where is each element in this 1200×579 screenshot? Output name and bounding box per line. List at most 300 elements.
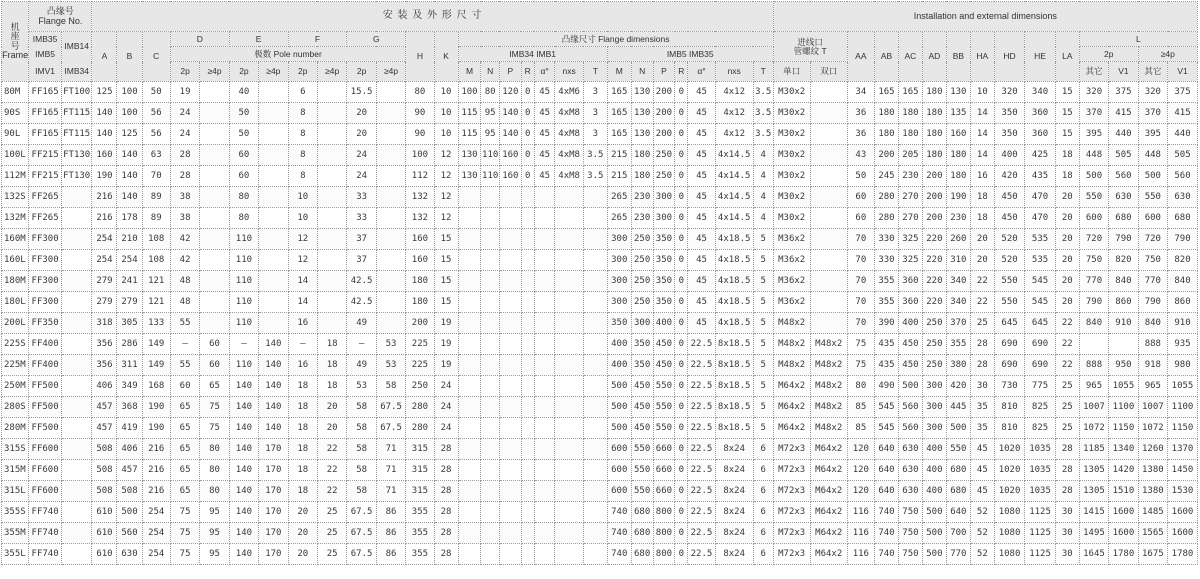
imb34-r: R bbox=[521, 62, 534, 82]
table-cell: 45 bbox=[688, 187, 715, 208]
table-cell: M48x2 bbox=[773, 313, 810, 334]
imb35-label: IMB35 bbox=[29, 32, 62, 47]
table-cell: 280 bbox=[406, 418, 434, 439]
table-cell: 300 bbox=[607, 271, 631, 292]
table-cell: 1020 bbox=[994, 460, 1025, 481]
table-cell: 4x18.5 bbox=[715, 250, 753, 271]
table-cell: 28 bbox=[434, 544, 458, 565]
table-cell bbox=[200, 166, 229, 187]
table-cell bbox=[499, 355, 521, 376]
table-cell bbox=[583, 271, 607, 292]
table-cell bbox=[1079, 334, 1108, 355]
table-cell bbox=[317, 82, 346, 103]
table-cell: 1380 bbox=[1138, 460, 1167, 481]
table-cell: 740 bbox=[607, 523, 631, 544]
table-cell: 37 bbox=[347, 250, 376, 271]
table-cell bbox=[521, 187, 534, 208]
table-cell: 5 bbox=[753, 376, 773, 397]
table-cell: 36 bbox=[847, 103, 874, 124]
table-cell: 750 bbox=[898, 502, 922, 523]
table-cell bbox=[521, 376, 534, 397]
table-cell: 800 bbox=[653, 544, 675, 565]
table-cell: 65 bbox=[170, 397, 199, 418]
table-cell: M72x3 bbox=[773, 523, 810, 544]
table-cell: 20 bbox=[970, 229, 994, 250]
table-cell: 630 bbox=[898, 460, 922, 481]
table-cell: 550 bbox=[653, 418, 675, 439]
table-cell bbox=[458, 523, 481, 544]
table-cell bbox=[200, 124, 229, 145]
table-cell: 8x24 bbox=[715, 523, 753, 544]
table-cell: 740 bbox=[874, 544, 898, 565]
table-cell: 28 bbox=[434, 460, 458, 481]
table-cell: 505 bbox=[1168, 145, 1198, 166]
table-cell: 500 bbox=[117, 502, 142, 523]
table-cell bbox=[259, 145, 288, 166]
table-cell: 160 bbox=[92, 145, 117, 166]
table-cell: 4x14.5 bbox=[715, 145, 753, 166]
table-cell: M36x2 bbox=[773, 271, 810, 292]
table-cell: 400 bbox=[607, 334, 631, 355]
table-cell bbox=[458, 229, 481, 250]
frame-cell: 315M bbox=[2, 460, 29, 481]
table-cell: 640 bbox=[946, 502, 970, 523]
table-cell: 160 bbox=[406, 250, 434, 271]
table-cell bbox=[810, 208, 847, 229]
table-cell: 48 bbox=[170, 292, 199, 313]
table-cell: 37 bbox=[347, 229, 376, 250]
table-cell: 12 bbox=[434, 145, 458, 166]
table-cell: 450 bbox=[631, 376, 653, 397]
table-cell bbox=[555, 313, 583, 334]
table-cell: 180 bbox=[946, 145, 970, 166]
table-cell: 95 bbox=[481, 124, 500, 145]
table-cell: 279 bbox=[92, 271, 117, 292]
table-cell bbox=[458, 313, 481, 334]
table-cell: 770 bbox=[1138, 271, 1167, 292]
table-cell: 1420 bbox=[1109, 460, 1138, 481]
table-cell bbox=[555, 187, 583, 208]
col-ha-header: HA bbox=[970, 32, 994, 82]
table-cell: 1035 bbox=[1025, 460, 1056, 481]
table-cell: 318 bbox=[92, 313, 117, 334]
table-cell: FF500 bbox=[29, 418, 62, 439]
table-cell: 10 bbox=[434, 82, 458, 103]
table-cell: 355 bbox=[874, 292, 898, 313]
table-cell: 1600 bbox=[1109, 523, 1138, 544]
table-cell: 130 bbox=[946, 82, 970, 103]
table-cell: 1780 bbox=[1109, 544, 1138, 565]
table-cell: 435 bbox=[874, 334, 898, 355]
installation-title: 安 装 及 外 形 尺 寸 bbox=[92, 2, 773, 32]
table-cell: 640 bbox=[874, 439, 898, 460]
table-cell: 690 bbox=[1025, 355, 1056, 376]
table-cell: 45 bbox=[688, 124, 715, 145]
table-cell bbox=[200, 82, 229, 103]
table-cell: 180 bbox=[631, 145, 653, 166]
table-cell: 45 bbox=[534, 124, 555, 145]
table-cell: 15 bbox=[1055, 103, 1079, 124]
table-cell bbox=[555, 376, 583, 397]
table-cell bbox=[583, 229, 607, 250]
table-cell bbox=[61, 376, 92, 397]
table-cell: 750 bbox=[898, 544, 922, 565]
table-cell: 170 bbox=[259, 460, 288, 481]
table-cell: 4 bbox=[753, 166, 773, 187]
table-cell: 16 bbox=[288, 313, 317, 334]
table-cell bbox=[458, 187, 481, 208]
table-cell bbox=[376, 103, 405, 124]
table-cell: 1600 bbox=[1168, 502, 1198, 523]
inlet-double: 双口 bbox=[810, 62, 847, 82]
table-cell: 350 bbox=[653, 292, 675, 313]
table-cell: 18 bbox=[317, 376, 346, 397]
table-cell: 1370 bbox=[1168, 439, 1198, 460]
table-cell bbox=[534, 502, 555, 523]
table-cell: 660 bbox=[653, 460, 675, 481]
table-cell bbox=[499, 250, 521, 271]
table-cell bbox=[521, 397, 534, 418]
table-cell: 560 bbox=[1168, 166, 1198, 187]
col-a-header: A bbox=[92, 32, 117, 82]
table-cell: 15 bbox=[434, 292, 458, 313]
table-cell: 360 bbox=[1025, 103, 1056, 124]
table-cell: 840 bbox=[1138, 313, 1167, 334]
table-cell: 5 bbox=[753, 292, 773, 313]
table-cell: 1530 bbox=[1168, 481, 1198, 502]
table-cell: 560 bbox=[898, 418, 922, 439]
frame-cell: 355M bbox=[2, 523, 29, 544]
table-cell: 350 bbox=[631, 355, 653, 376]
table-cell: 311 bbox=[117, 355, 142, 376]
table-cell: 95 bbox=[200, 544, 229, 565]
table-cell: 370 bbox=[1079, 103, 1108, 124]
table-cell: 1675 bbox=[1138, 544, 1167, 565]
table-cell bbox=[481, 271, 500, 292]
table-cell: 0 bbox=[675, 334, 688, 355]
table-cell: 100 bbox=[117, 103, 142, 124]
table-cell: 300 bbox=[653, 208, 675, 229]
table-cell: 505 bbox=[1109, 145, 1138, 166]
table-cell: 58 bbox=[347, 481, 376, 502]
table-cell: FT130 bbox=[61, 166, 92, 187]
table-cell bbox=[810, 82, 847, 103]
table-cell: 22.5 bbox=[688, 355, 715, 376]
frame-cell: 355S bbox=[2, 502, 29, 523]
table-cell: 180 bbox=[922, 103, 946, 124]
table-cell bbox=[317, 292, 346, 313]
table-cell: 500 bbox=[922, 544, 946, 565]
table-cell: FF300 bbox=[29, 250, 62, 271]
table-cell bbox=[555, 208, 583, 229]
table-cell: 8x24 bbox=[715, 502, 753, 523]
table-cell: 22.5 bbox=[688, 523, 715, 544]
table-cell: 490 bbox=[874, 376, 898, 397]
table-cell bbox=[481, 481, 500, 502]
table-cell: 508 bbox=[92, 460, 117, 481]
table-cell: 112 bbox=[406, 166, 434, 187]
table-cell: 20 bbox=[1055, 208, 1079, 229]
table-cell: 500 bbox=[898, 376, 922, 397]
table-cell: 840 bbox=[1079, 313, 1108, 334]
table-cell bbox=[534, 460, 555, 481]
table-cell: 740 bbox=[874, 502, 898, 523]
table-cell: 448 bbox=[1079, 145, 1108, 166]
pole-number-header: 极数 Pole number bbox=[170, 47, 405, 62]
table-cell: 254 bbox=[142, 544, 170, 565]
table-cell: 0 bbox=[675, 103, 688, 124]
table-cell: 645 bbox=[994, 313, 1025, 334]
table-cell: FF165 bbox=[29, 103, 62, 124]
table-cell: – bbox=[347, 334, 376, 355]
table-cell: 168 bbox=[142, 376, 170, 397]
table-cell bbox=[61, 292, 92, 313]
table-cell: M48x2 bbox=[810, 355, 847, 376]
flange-dims-header: 凸缘尺寸 Flange dimensions bbox=[458, 32, 773, 47]
table-cell: 22.5 bbox=[688, 502, 715, 523]
table-cell: 400 bbox=[653, 313, 675, 334]
frame-cell: 250M bbox=[2, 376, 29, 397]
table-row bbox=[2, 145, 1198, 166]
table-row bbox=[2, 166, 1198, 187]
table-cell: 508 bbox=[92, 439, 117, 460]
table-cell: 279 bbox=[117, 292, 142, 313]
table-cell: M36x2 bbox=[773, 292, 810, 313]
table-cell: 3 bbox=[583, 103, 607, 124]
table-cell: 720 bbox=[1138, 229, 1167, 250]
table-cell: 22.5 bbox=[688, 418, 715, 439]
table-cell: FT100 bbox=[61, 82, 92, 103]
table-cell: 225 bbox=[406, 355, 434, 376]
table-cell: 20 bbox=[347, 124, 376, 145]
table-cell: 19 bbox=[170, 82, 199, 103]
table-cell bbox=[555, 397, 583, 418]
table-row bbox=[2, 502, 1198, 523]
table-cell: 18 bbox=[288, 376, 317, 397]
table-cell: 250 bbox=[922, 355, 946, 376]
table-cell: FF215 bbox=[29, 166, 62, 187]
table-cell bbox=[317, 271, 346, 292]
table-cell bbox=[583, 334, 607, 355]
table-cell bbox=[61, 229, 92, 250]
table-cell: 216 bbox=[92, 187, 117, 208]
table-cell: 5 bbox=[753, 355, 773, 376]
table-cell bbox=[499, 544, 521, 565]
table-cell: 680 bbox=[1168, 208, 1198, 229]
table-cell: 86 bbox=[376, 544, 405, 565]
table-cell: 630 bbox=[898, 439, 922, 460]
installation-title-en: Installation and external dimensions bbox=[773, 2, 1197, 32]
table-cell: 89 bbox=[142, 187, 170, 208]
table-cell bbox=[534, 229, 555, 250]
table-cell: 65 bbox=[170, 439, 199, 460]
table-cell: 840 bbox=[1109, 271, 1138, 292]
table-cell: 0 bbox=[675, 313, 688, 334]
table-cell: 4x14.5 bbox=[715, 187, 753, 208]
table-cell: 58 bbox=[347, 460, 376, 481]
table-cell: 116 bbox=[847, 544, 874, 565]
table-cell: 45 bbox=[688, 313, 715, 334]
frame-cell: 200L bbox=[2, 313, 29, 334]
table-cell: 660 bbox=[653, 481, 675, 502]
table-cell bbox=[259, 124, 288, 145]
table-cell: M72x3 bbox=[773, 544, 810, 565]
table-cell: 45 bbox=[688, 229, 715, 250]
table-cell: 216 bbox=[142, 481, 170, 502]
table-cell: FF600 bbox=[29, 439, 62, 460]
table-cell: 740 bbox=[874, 523, 898, 544]
table-cell bbox=[259, 208, 288, 229]
table-cell bbox=[458, 376, 481, 397]
table-cell: 1020 bbox=[994, 439, 1025, 460]
table-cell bbox=[259, 103, 288, 124]
table-cell: 0 bbox=[675, 397, 688, 418]
table-cell: 60 bbox=[229, 166, 258, 187]
table-cell bbox=[499, 439, 521, 460]
table-cell: 370 bbox=[946, 313, 970, 334]
table-cell bbox=[376, 82, 405, 103]
table-cell: 0 bbox=[675, 208, 688, 229]
table-cell: 20 bbox=[970, 250, 994, 271]
table-cell: 110 bbox=[229, 355, 258, 376]
table-cell: 110 bbox=[229, 292, 258, 313]
table-cell: 4xM8 bbox=[555, 124, 583, 145]
table-cell: 254 bbox=[142, 523, 170, 544]
table-cell: 20 bbox=[1055, 292, 1079, 313]
table-cell: 300 bbox=[607, 250, 631, 271]
table-cell: 300 bbox=[922, 397, 946, 418]
table-cell bbox=[555, 229, 583, 250]
table-cell: 8 bbox=[288, 145, 317, 166]
table-cell: 1020 bbox=[994, 481, 1025, 502]
table-cell bbox=[317, 145, 346, 166]
table-cell bbox=[376, 313, 405, 334]
table-cell: 500 bbox=[607, 397, 631, 418]
table-cell: 1565 bbox=[1138, 523, 1167, 544]
table-cell: 5 bbox=[753, 418, 773, 439]
table-cell: M30x2 bbox=[773, 145, 810, 166]
table-row bbox=[2, 334, 1198, 355]
table-cell: 19 bbox=[434, 313, 458, 334]
table-cell: 12 bbox=[434, 208, 458, 229]
table-row bbox=[2, 208, 1198, 229]
table-cell: 0 bbox=[521, 166, 534, 187]
table-cell: 86 bbox=[376, 523, 405, 544]
imb34-label: IMB34 bbox=[61, 62, 92, 82]
col-bb-header: BB bbox=[946, 32, 970, 82]
table-cell: 110 bbox=[229, 250, 258, 271]
table-cell: 250 bbox=[406, 376, 434, 397]
table-cell bbox=[555, 481, 583, 502]
table-cell: 18 bbox=[317, 355, 346, 376]
frame-cell: 280M bbox=[2, 418, 29, 439]
table-cell bbox=[200, 229, 229, 250]
table-cell: M30x2 bbox=[773, 187, 810, 208]
table-cell: 22.5 bbox=[688, 481, 715, 502]
table-cell: 140 bbox=[229, 502, 258, 523]
table-cell bbox=[583, 376, 607, 397]
table-cell: 149 bbox=[142, 355, 170, 376]
table-cell: 0 bbox=[675, 502, 688, 523]
table-cell: 250 bbox=[631, 229, 653, 250]
table-cell: 400 bbox=[994, 145, 1025, 166]
table-cell: 420 bbox=[946, 376, 970, 397]
table-cell: 0 bbox=[675, 481, 688, 502]
l-2p-v1: V1 bbox=[1109, 62, 1138, 82]
table-cell bbox=[481, 523, 500, 544]
table-cell: M72x3 bbox=[773, 439, 810, 460]
l-2p-other: 其它 bbox=[1079, 62, 1108, 82]
table-cell: 140 bbox=[259, 334, 288, 355]
table-cell: 205 bbox=[898, 145, 922, 166]
table-cell: 125 bbox=[92, 82, 117, 103]
table-cell: 67.5 bbox=[376, 418, 405, 439]
table-cell: 220 bbox=[922, 250, 946, 271]
table-cell bbox=[458, 271, 481, 292]
table-cell: 280 bbox=[874, 208, 898, 229]
table-cell: 80 bbox=[229, 187, 258, 208]
table-cell: 180 bbox=[922, 145, 946, 166]
table-cell: M64x2 bbox=[810, 439, 847, 460]
table-cell: 4x18.5 bbox=[715, 229, 753, 250]
table-cell bbox=[555, 523, 583, 544]
table-cell: 230 bbox=[898, 166, 922, 187]
table-cell: FF265 bbox=[29, 187, 62, 208]
table-cell: 180 bbox=[631, 166, 653, 187]
table-cell bbox=[61, 502, 92, 523]
table-cell: 130 bbox=[458, 145, 481, 166]
table-cell: 20 bbox=[1055, 250, 1079, 271]
table-cell: 320 bbox=[994, 82, 1025, 103]
table-cell: 140 bbox=[499, 124, 521, 145]
table-cell: 15.5 bbox=[347, 82, 376, 103]
table-cell bbox=[555, 334, 583, 355]
table-cell: FF300 bbox=[29, 271, 62, 292]
table-cell: 65 bbox=[170, 418, 199, 439]
table-cell: 25 bbox=[1055, 376, 1079, 397]
table-cell: 400 bbox=[922, 439, 946, 460]
table-cell: 8 bbox=[288, 124, 317, 145]
imb5-t: T bbox=[753, 62, 773, 82]
table-cell bbox=[499, 271, 521, 292]
table-cell bbox=[555, 502, 583, 523]
table-cell: 450 bbox=[653, 355, 675, 376]
table-cell: 375 bbox=[1168, 82, 1198, 103]
table-cell: 400 bbox=[607, 355, 631, 376]
table-cell: 448 bbox=[1138, 145, 1167, 166]
frame-cell: 132M bbox=[2, 208, 29, 229]
table-cell: 22.5 bbox=[688, 439, 715, 460]
table-cell: 0 bbox=[675, 523, 688, 544]
table-cell bbox=[499, 397, 521, 418]
table-cell bbox=[481, 439, 500, 460]
table-cell: 18 bbox=[970, 187, 994, 208]
table-cell: 630 bbox=[898, 481, 922, 502]
table-cell: 1100 bbox=[1168, 397, 1198, 418]
table-cell: 160 bbox=[406, 229, 434, 250]
table-cell: 610 bbox=[92, 544, 117, 565]
table-cell: 265 bbox=[607, 187, 631, 208]
table-cell: 45 bbox=[688, 250, 715, 271]
table-cell: 500 bbox=[946, 418, 970, 439]
table-cell: 5 bbox=[753, 334, 773, 355]
table-cell: 965 bbox=[1138, 376, 1167, 397]
table-cell: 25 bbox=[317, 523, 346, 544]
table-cell: 15 bbox=[434, 229, 458, 250]
table-cell: 52 bbox=[970, 523, 994, 544]
table-cell: 108 bbox=[142, 250, 170, 271]
table-cell: 55 bbox=[170, 313, 199, 334]
